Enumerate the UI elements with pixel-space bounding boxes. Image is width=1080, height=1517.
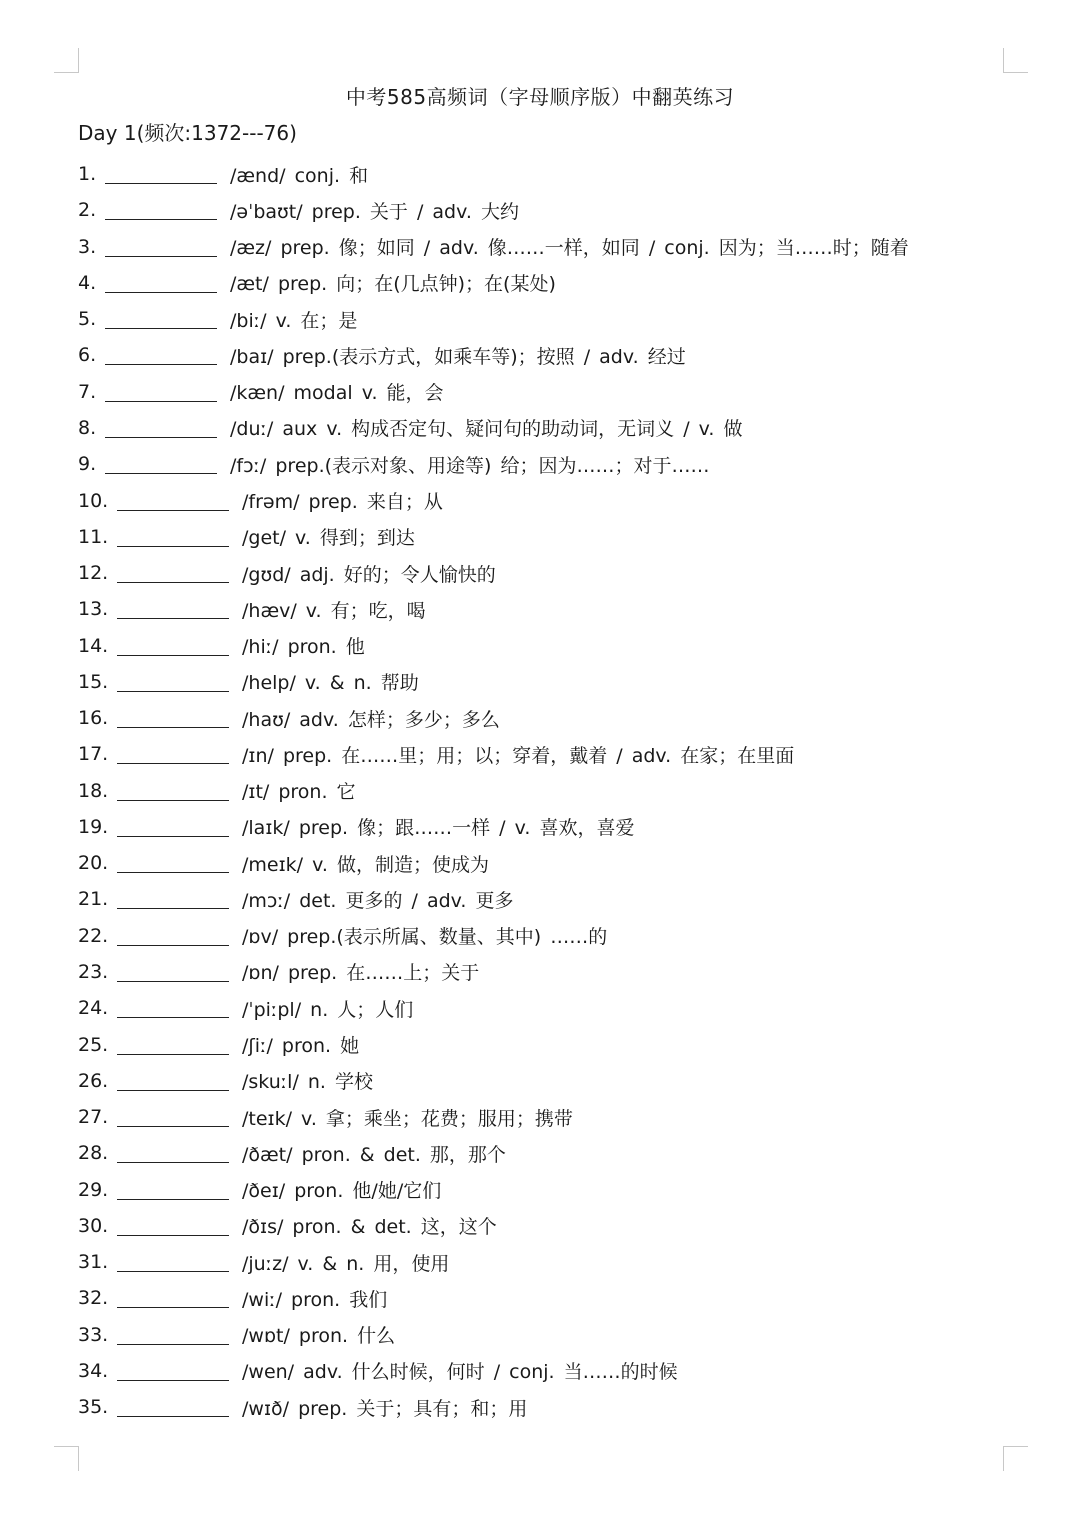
item-number: 18. — [78, 779, 109, 802]
list-item — [78, 1026, 1038, 1062]
answer-blank[interactable] — [117, 817, 229, 837]
list-item — [78, 1099, 1038, 1135]
answer-blank[interactable] — [117, 636, 229, 656]
word-definition: /ðeɪ/ pron. 他/她/它们 — [242, 1180, 442, 1203]
list-item — [78, 773, 1038, 809]
word-definition: /ðæt/ pron. & det. 那，那个 — [242, 1143, 506, 1166]
day-heading: Day 1(频次:1372---76) — [78, 121, 297, 145]
word-definition: /haʊ/ adv. 怎样；多少；多么 — [242, 708, 500, 731]
answer-blank[interactable] — [117, 1107, 229, 1127]
list-item — [78, 809, 1038, 845]
word-definition: /ɒn/ prep. 在……上；关于 — [242, 962, 480, 985]
item-number: 17. — [78, 743, 109, 766]
crop-mark-top-left — [54, 48, 79, 73]
answer-blank[interactable] — [117, 1397, 229, 1417]
list-item — [78, 918, 1038, 954]
word-definition: /ˈpiːpl/ n. 人；人们 — [242, 998, 414, 1021]
answer-blank[interactable] — [117, 491, 229, 511]
answer-blank[interactable] — [105, 200, 217, 220]
crop-mark-bottom-right — [1003, 1446, 1028, 1471]
word-definition: /baɪ/ prep.(表示方式，如乘车等)；按照 / adv. 经过 — [230, 345, 686, 368]
word-definition: /hæv/ v. 有；吃，喝 — [242, 599, 426, 622]
list-item — [78, 156, 1038, 192]
answer-blank[interactable] — [117, 672, 229, 692]
word-definition: /wiː/ pron. 我们 — [242, 1288, 388, 1311]
item-number: 31. — [78, 1251, 109, 1274]
list-item — [78, 1135, 1038, 1171]
item-number: 26. — [78, 1069, 109, 1092]
word-definition: /skuːl/ n. 学校 — [242, 1071, 374, 1094]
answer-blank[interactable] — [117, 781, 229, 801]
item-number: 2. — [78, 199, 97, 222]
list-item — [78, 990, 1038, 1026]
answer-blank[interactable] — [105, 382, 217, 402]
list-item — [78, 192, 1038, 228]
word-definition: /juːz/ v. & n. 用，使用 — [242, 1252, 450, 1275]
list-item — [78, 301, 1038, 337]
item-number: 3. — [78, 235, 97, 258]
item-number: 4. — [78, 271, 97, 294]
answer-blank[interactable] — [117, 1216, 229, 1236]
item-number: 30. — [78, 1214, 109, 1237]
item-number: 28. — [78, 1142, 109, 1165]
list-item — [78, 446, 1038, 482]
word-definition: /wen/ adv. 什么时候，何时 / conj. 当……的时候 — [242, 1361, 678, 1384]
word-definition: /kæn/ modal v. 能，会 — [230, 382, 444, 405]
item-number: 25. — [78, 1033, 109, 1056]
word-definition: /ɒv/ prep.(表示所属、数量、其中) ……的 — [242, 926, 608, 949]
item-number: 7. — [78, 380, 97, 403]
word-definition: /help/ v. & n. 帮助 — [242, 672, 419, 695]
item-number: 33. — [78, 1323, 109, 1346]
answer-blank[interactable] — [117, 998, 229, 1018]
list-item — [78, 1063, 1038, 1099]
item-number: 20. — [78, 852, 109, 875]
word-definition: /ɪn/ prep. 在……里；用；以；穿着，戴着 / adv. 在家；在里面 — [242, 744, 795, 767]
item-number: 10. — [78, 489, 109, 512]
list-item — [78, 265, 1038, 301]
answer-blank[interactable] — [105, 237, 217, 257]
list-item — [78, 1244, 1038, 1280]
answer-blank[interactable] — [117, 1180, 229, 1200]
answer-blank[interactable] — [117, 708, 229, 728]
list-item — [78, 954, 1038, 990]
answer-blank[interactable] — [105, 309, 217, 329]
item-number: 35. — [78, 1396, 109, 1419]
list-item — [78, 736, 1038, 772]
item-number: 29. — [78, 1178, 109, 1201]
crop-mark-top-right — [1003, 48, 1028, 73]
list-item — [78, 664, 1038, 700]
word-definition: /laɪk/ prep. 像；跟……一样 / v. 喜欢，喜爱 — [242, 817, 635, 840]
word-definition: /wɒt/ pron. 什么 — [242, 1325, 396, 1348]
answer-blank[interactable] — [117, 744, 229, 764]
item-number: 32. — [78, 1287, 109, 1310]
list-item — [78, 410, 1038, 446]
answer-blank[interactable] — [117, 1325, 229, 1345]
item-number: 15. — [78, 670, 109, 693]
word-definition: /wɪð/ prep. 关于；具有；和；用 — [242, 1397, 528, 1420]
item-number: 12. — [78, 562, 109, 585]
answer-blank[interactable] — [117, 1361, 229, 1381]
word-definition: /mɔː/ det. 更多的 / adv. 更多 — [242, 889, 514, 912]
item-number: 1. — [78, 163, 97, 186]
word-definition: /meɪk/ v. 做，制造；使成为 — [242, 853, 489, 876]
answer-blank[interactable] — [117, 527, 229, 547]
vocabulary-list — [78, 156, 1038, 1425]
list-item — [78, 845, 1038, 881]
list-item — [78, 1317, 1038, 1353]
word-definition: /ænd/ conj. 和 — [230, 164, 369, 187]
answer-blank[interactable] — [117, 1252, 229, 1272]
word-definition: /əˈbaʊt/ prep. 关于 / adv. 大约 — [230, 200, 519, 223]
crop-mark-bottom-left — [54, 1446, 79, 1471]
list-item — [78, 1280, 1038, 1316]
list-item — [78, 555, 1038, 591]
list-item — [78, 482, 1038, 518]
answer-blank[interactable] — [117, 853, 229, 873]
item-number: 14. — [78, 634, 109, 657]
list-item — [78, 1171, 1038, 1207]
answer-blank[interactable] — [117, 563, 229, 583]
word-definition: /teɪk/ v. 拿；乘坐；花费；服用；携带 — [242, 1107, 573, 1130]
answer-blank[interactable] — [117, 1035, 229, 1055]
item-number: 23. — [78, 960, 109, 983]
word-definition: /duː/ aux v. 构成否定句、疑问句的助动词，无词义 / v. 做 — [230, 418, 743, 441]
item-number: 16. — [78, 707, 109, 730]
list-item — [78, 374, 1038, 410]
word-definition: /hiː/ pron. 他 — [242, 636, 365, 659]
word-definition: /æt/ prep. 向；在(几点钟)；在(某处) — [230, 273, 556, 296]
answer-blank[interactable] — [105, 273, 217, 293]
answer-blank[interactable] — [105, 418, 217, 438]
answer-blank[interactable] — [117, 926, 229, 946]
item-number: 19. — [78, 815, 109, 838]
word-definition: /get/ v. 得到；到达 — [242, 527, 415, 550]
list-item — [78, 627, 1038, 663]
item-number: 5. — [78, 308, 97, 331]
item-number: 22. — [78, 924, 109, 947]
list-item — [78, 337, 1038, 373]
item-number: 9. — [78, 453, 97, 476]
word-definition: /frəm/ prep. 来自；从 — [242, 491, 443, 514]
item-number: 8. — [78, 416, 97, 439]
answer-blank[interactable] — [117, 1288, 229, 1308]
item-number: 21. — [78, 888, 109, 911]
item-number: 6. — [78, 344, 97, 367]
list-item — [78, 700, 1038, 736]
document-title: 中考585高频词（字母顺序版）中翻英练习 — [345, 85, 735, 109]
list-item — [78, 1208, 1038, 1244]
answer-blank[interactable] — [117, 1143, 229, 1163]
word-definition: /ðɪs/ pron. & det. 这，这个 — [242, 1216, 497, 1239]
answer-blank[interactable] — [105, 345, 217, 365]
word-definition: /ɪt/ pron. 它 — [242, 781, 356, 804]
list-item — [78, 229, 1038, 265]
item-number: 13. — [78, 598, 109, 621]
list-item — [78, 1353, 1038, 1389]
item-number: 34. — [78, 1359, 109, 1382]
item-number: 24. — [78, 997, 109, 1020]
word-definition: /biː/ v. 在；是 — [230, 309, 358, 332]
list-item — [78, 1389, 1038, 1425]
answer-blank[interactable] — [105, 454, 217, 474]
answer-blank[interactable] — [105, 164, 217, 184]
word-definition: /æz/ prep. 像；如同 / adv. 像……一样，如同 / conj. 因为；当……时；随着 — [230, 237, 909, 260]
list-item — [78, 591, 1038, 627]
item-number: 11. — [78, 525, 109, 548]
answer-blank[interactable] — [117, 889, 229, 909]
answer-blank[interactable] — [117, 962, 229, 982]
list-item — [78, 881, 1038, 917]
word-definition: /fɔː/ prep.(表示对象、用途等) 给；因为……；对于…… — [230, 454, 710, 477]
word-definition: /gʊd/ adj. 好的；令人愉快的 — [242, 563, 496, 586]
answer-blank[interactable] — [117, 599, 229, 619]
item-number: 27. — [78, 1106, 109, 1129]
word-definition: /ʃiː/ pron. 她 — [242, 1035, 360, 1057]
list-item — [78, 519, 1038, 555]
answer-blank[interactable] — [117, 1071, 229, 1091]
